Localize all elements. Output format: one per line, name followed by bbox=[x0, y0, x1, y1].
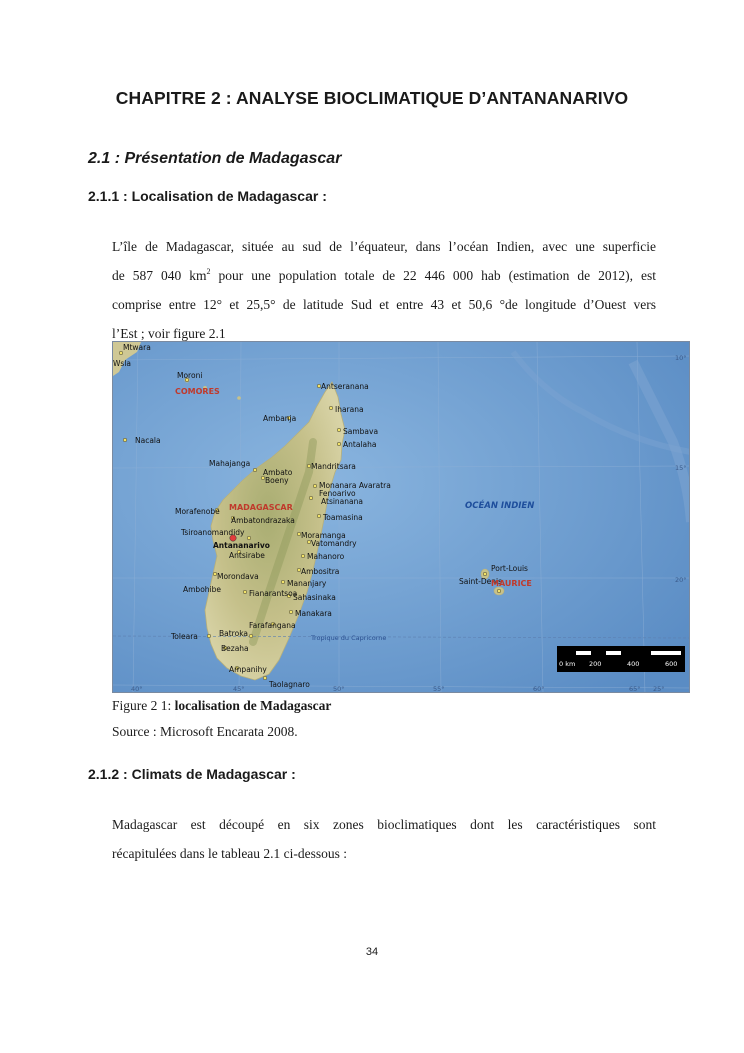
paragraph-line: Madagascar est découpé en six zones bioclimatiques dont les caractéristiques sont bbox=[112, 817, 656, 832]
label-comores: COMORES bbox=[175, 387, 220, 396]
label-antalaha: Antalaha bbox=[343, 440, 377, 449]
madagascar-map bbox=[112, 341, 690, 693]
label-maurice: MAURICE bbox=[491, 579, 532, 588]
label-vila: Wsla bbox=[113, 359, 132, 368]
paragraph-line: L’île de Madagascar, située au sud de l’équateur, dans l’océan Indien, avec une superficie bbox=[112, 239, 656, 254]
population-text: pour une population totale de 22 446 000 hab (estimation de 2012), est bbox=[210, 268, 656, 283]
label-moroni: Moroni bbox=[177, 371, 203, 380]
figure-caption bbox=[112, 698, 331, 714]
label-port-louis: Port-Louis bbox=[491, 564, 528, 573]
label-atsinanana: Atsinanana bbox=[321, 497, 363, 506]
label-ambositra: Ambositra bbox=[301, 567, 340, 576]
label-mtwara: Mtwara bbox=[123, 343, 151, 352]
label-taolagnaro: Taolagnaro bbox=[269, 680, 310, 689]
label-ambohibe: Ambohibe bbox=[183, 585, 221, 594]
label-betroka: Batroka bbox=[219, 629, 248, 638]
label-ocean-indien: OCÉAN INDIEN bbox=[465, 501, 535, 511]
label-vatomandry: Vatomandry bbox=[311, 539, 357, 548]
paragraph-line: l’Est ; voir figure 2.1 bbox=[112, 326, 226, 341]
lat-label: 20° bbox=[675, 576, 687, 584]
scale-label: 0 km bbox=[559, 660, 576, 668]
caption-title: localisation de Madagascar bbox=[174, 698, 332, 713]
label-mandritsara: Mandritsara bbox=[311, 462, 356, 471]
lon-label: 55° bbox=[433, 685, 445, 693]
label-maroantsetra: Monanara Avaratra bbox=[319, 481, 391, 490]
lon-label: 50° bbox=[333, 685, 345, 693]
lon-label: 65° bbox=[629, 685, 641, 693]
label-antseranana: Antseranana bbox=[321, 382, 369, 391]
lat-label: 25° bbox=[653, 685, 665, 693]
area-value: de 587 040 km bbox=[112, 268, 207, 283]
label-nacala: Nacala bbox=[135, 436, 161, 445]
lon-label: 60° bbox=[533, 685, 545, 693]
subsection-heading-climats: 2.1.2 : Climats de Madagascar : bbox=[88, 766, 296, 782]
label-tsiroanomandidy: Tsiroanomandidy bbox=[181, 528, 245, 537]
label-mananjary: Mananjary bbox=[287, 579, 327, 588]
label-morafenobe: Morafenobe bbox=[175, 507, 220, 516]
subsection-heading-localisation: 2.1.1 : Localisation de Madagascar : bbox=[88, 188, 327, 204]
map-scale-bar bbox=[557, 646, 685, 672]
superscript: 2 bbox=[206, 266, 211, 276]
label-boeny: Boeny bbox=[265, 476, 289, 485]
label-saint-denis: Saint-Denis bbox=[459, 577, 502, 586]
label-mahanoro: Mahanoro bbox=[307, 552, 345, 561]
label-morondava: Morondava bbox=[217, 572, 259, 581]
paragraph-line: récapitulées dans le tableau 2.1 ci-dessous : bbox=[112, 846, 348, 861]
label-ambanja: Ambanja bbox=[263, 414, 297, 423]
lat-label: 10° bbox=[675, 354, 687, 362]
label-sahasinaka: Sahasinaka bbox=[293, 593, 336, 602]
label-tropique: Tropique du Capricorne bbox=[311, 634, 387, 642]
label-sambava: Sambava bbox=[343, 427, 379, 436]
lat-label: 15° bbox=[675, 464, 687, 472]
label-ampanihy: Ampanihy bbox=[229, 665, 267, 674]
lon-label: 40° bbox=[131, 685, 143, 693]
label-bezaha: Bezaha bbox=[221, 644, 249, 653]
section-heading: 2.1 : Présentation de Madagascar bbox=[88, 150, 342, 167]
scale-label: 600 bbox=[665, 660, 678, 668]
label-farafangana: Farafangana bbox=[249, 621, 296, 630]
lon-label: 45° bbox=[233, 685, 245, 693]
label-manakara: Manakara bbox=[295, 609, 332, 618]
label-antsirabe: Antsirabe bbox=[229, 551, 265, 560]
figure-source: Source : Microsoft Encarata 2008. bbox=[112, 724, 298, 739]
localisation-paragraph bbox=[112, 232, 656, 348]
paragraph-line bbox=[112, 261, 656, 290]
paragraph-line: comprise entre 12° et 25,5° de latitude Sud et entre 43 et 50,6 °de longitude d’Ouest vers bbox=[112, 297, 656, 312]
label-ambatondrazaka: Ambatondrazaka bbox=[231, 516, 295, 525]
chapter-title: CHAPITRE 2 : ANALYSE BIOCLIMATIQUE D’ANTANANARIVO bbox=[115, 88, 629, 108]
page-number: 34 bbox=[365, 946, 379, 958]
label-mahajanga: Mahajanga bbox=[209, 459, 251, 468]
climats-paragraph bbox=[112, 810, 656, 868]
caption-prefix: Figure 2 1: bbox=[112, 698, 175, 713]
label-fianarantsoa: Fianarantsoa bbox=[249, 589, 298, 598]
label-fenoarivo: Fenoarivo bbox=[319, 489, 356, 498]
label-antananarivo: Antananarivo bbox=[213, 541, 270, 550]
label-moramanga: Moramanga bbox=[301, 531, 346, 540]
label-toamasina: Toamasina bbox=[323, 513, 363, 522]
label-iharana: Iharana bbox=[335, 405, 364, 414]
scale-label: 400 bbox=[627, 660, 640, 668]
scale-label: 200 bbox=[589, 660, 602, 668]
label-toliara: Toleara bbox=[171, 632, 198, 641]
label-ambato: Ambato bbox=[263, 468, 293, 477]
label-madagascar: MADAGASCAR bbox=[229, 503, 293, 512]
